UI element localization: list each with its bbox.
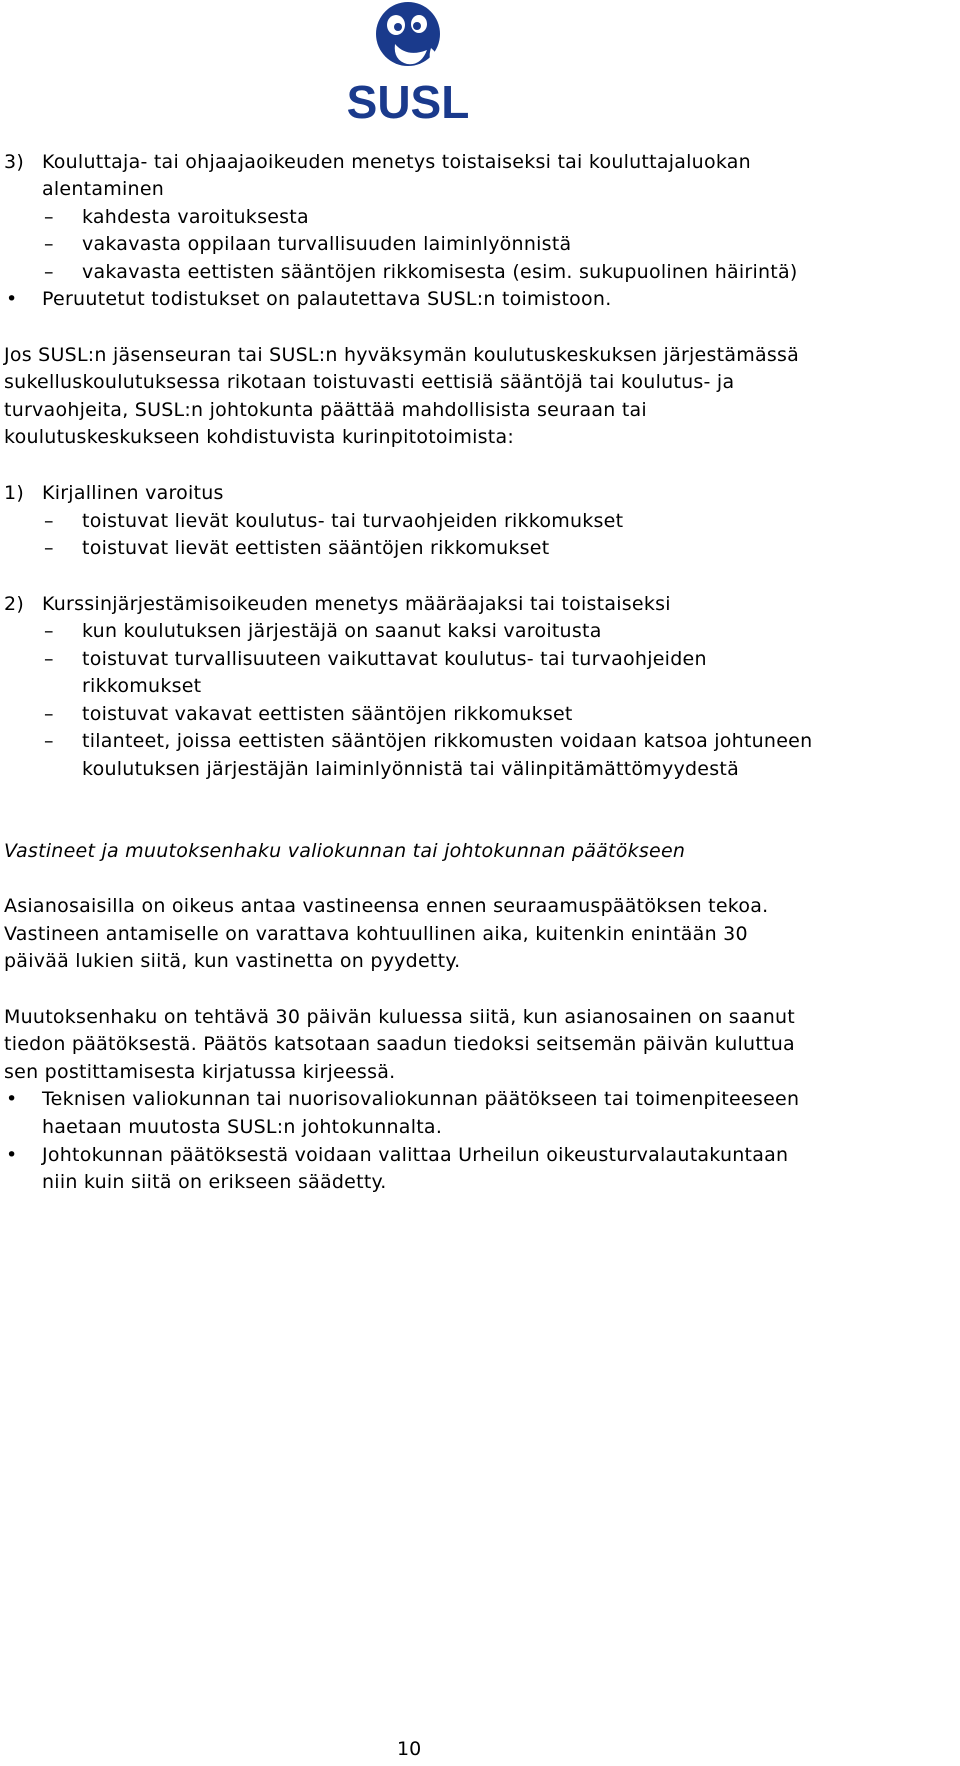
paragraph-line: Asianosaisilla on oikeus antaa vastineensa ennen seuraamuspäätöksen tekoa. xyxy=(4,895,769,917)
dash-marker: – xyxy=(44,730,54,752)
section3-line1: Kouluttaja- tai ohjaajaoikeuden menetys toistaiseksi tai kouluttajaluokan xyxy=(42,151,751,173)
section1-title: Kirjallinen varoitus xyxy=(42,482,224,504)
logo-text: SUSL xyxy=(346,76,470,124)
bullet-item: Johtokunnan päätöksestä voidaan valittaa Urheilun oikeusturvalautakuntaan xyxy=(42,1144,789,1166)
section3-item: kahdesta varoituksesta xyxy=(82,206,309,228)
dash-marker: – xyxy=(44,620,54,642)
dash-marker: – xyxy=(44,537,54,559)
bullet-marker: • xyxy=(6,1088,18,1110)
dash-marker: – xyxy=(44,261,54,283)
section2-item: toistuvat vakavat eettisten sääntöjen rikkomukset xyxy=(82,703,573,725)
section3-number: 3) xyxy=(4,151,25,173)
section1-item: toistuvat lievät eettisten sääntöjen rikkomukset xyxy=(82,537,550,559)
dash-marker: – xyxy=(44,510,54,532)
bullet-marker: • xyxy=(6,288,18,310)
paragraph-line: päivää lukien siitä, kun vastinetta on pyydetty. xyxy=(4,950,461,972)
section3-item: vakavasta eettisten sääntöjen rikkomisesta (esim. sukupuolinen häirintä) xyxy=(82,261,798,283)
section3-item: vakavasta oppilaan turvallisuuden laiminlyönnistä xyxy=(82,233,572,255)
section2-item: tilanteet, joissa eettisten sääntöjen rikkomusten voidaan katsoa johtuneen xyxy=(82,730,813,752)
paragraph-line: sukelluskoulutuksessa rikotaan toistuvasti eettisiä sääntöjä tai koulutus- ja xyxy=(4,371,735,393)
bullet-item-continued: niin kuin siitä on erikseen säädetty. xyxy=(42,1171,387,1193)
paragraph-line: tiedon päätöksestä. Päätös katsotaan saadun tiedoksi seitsemän päivän kuluttua xyxy=(4,1033,795,1055)
section-heading: Vastineet ja muutoksenhaku valiokunnan tai johtokunnan päätökseen xyxy=(4,840,686,862)
paragraph-line: Vastineen antamiselle on varattava kohtuullinen aika, kuitenkin enintään 30 xyxy=(4,923,748,945)
section3-bullet: Peruutetut todistukset on palautettava SUSL:n toimistoon. xyxy=(42,288,612,310)
section2-item-continued: rikkomukset xyxy=(82,675,202,697)
section2-item: kun koulutuksen järjestäjä on saanut kaksi varoitusta xyxy=(82,620,602,642)
susl-logo xyxy=(335,0,481,124)
dash-marker: – xyxy=(44,703,54,725)
paragraph-line: turvaohjeita, SUSL:n johtokunta päättää mahdollisista seuraan tai xyxy=(4,399,647,421)
paragraph-line: koulutuskeskukseen kohdistuvista kurinpitotoimista: xyxy=(4,426,515,448)
page-number: 10 xyxy=(397,1738,422,1760)
dash-marker: – xyxy=(44,648,54,670)
section3-line2: alentaminen xyxy=(42,178,165,200)
dash-marker: – xyxy=(44,206,54,228)
paragraph-line: Jos SUSL:n jäsenseuran tai SUSL:n hyväksymän koulutuskeskuksen järjestämässä xyxy=(4,344,800,366)
section2-number: 2) xyxy=(4,593,25,615)
section2-item-continued: koulutuksen järjestäjän laiminlyönnistä tai välinpitämättömyydestä xyxy=(82,758,739,780)
bullet-item: Teknisen valiokunnan tai nuorisovaliokunnan päätökseen tai toimenpiteeseen xyxy=(42,1088,800,1110)
dash-marker: – xyxy=(44,233,54,255)
section2-item: toistuvat turvallisuuteen vaikuttavat koulutus- tai turvaohjeiden xyxy=(82,648,707,670)
paragraph-line: Muutoksenhaku on tehtävä 30 päivän kuluessa siitä, kun asianosainen on saanut xyxy=(4,1006,796,1028)
paragraph-line: sen postittamisesta kirjatussa kirjeessä. xyxy=(4,1061,396,1083)
bullet-marker: • xyxy=(6,1144,18,1166)
bullet-item-continued: haetaan muutosta SUSL:n johtokunnalta. xyxy=(42,1116,443,1138)
section2-title: Kurssinjärjestämisoikeuden menetys määräajaksi tai toistaiseksi xyxy=(42,593,671,615)
section1-item: toistuvat lievät koulutus- tai turvaohjeiden rikkomukset xyxy=(82,510,624,532)
section1-number: 1) xyxy=(4,482,25,504)
